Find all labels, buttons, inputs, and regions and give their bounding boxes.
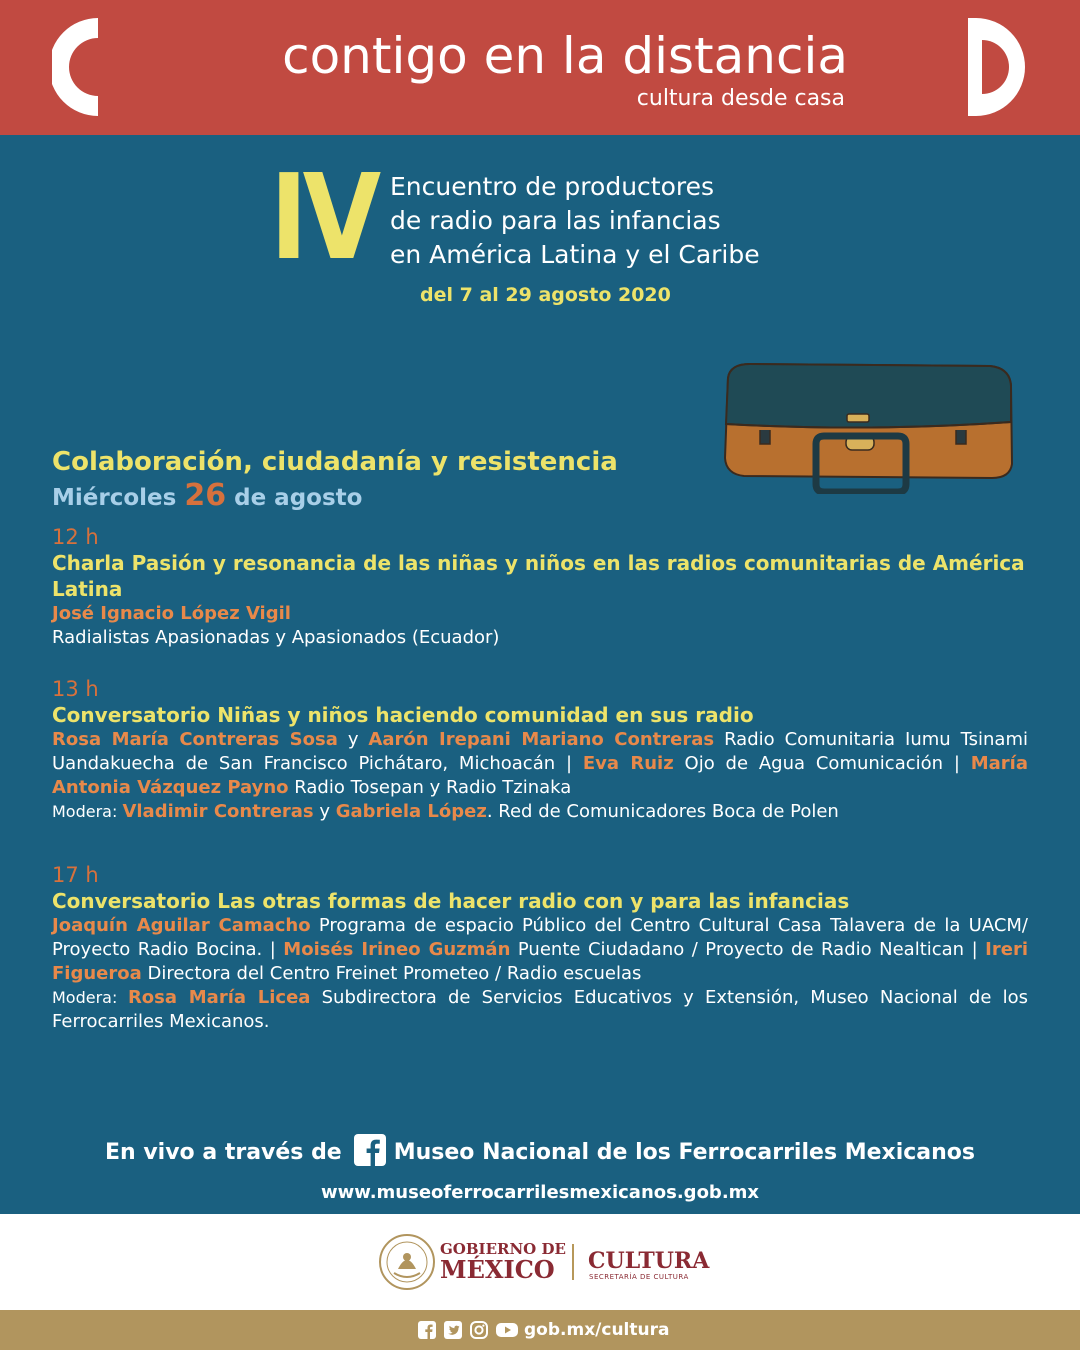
government-label: GOBIERNO DE: [440, 1240, 566, 1258]
instagram-icon[interactable]: [470, 1321, 488, 1339]
speaker-name: Eva Ruiz: [582, 753, 674, 774]
participants-text: Radio Comunitaria Iumu Tsinami Uandakuecha de San Francisco Pichátaro, Michoacán |: [52, 729, 1028, 774]
department-sublabel: SECRETARÍA DE CULTURA: [589, 1273, 689, 1281]
website-link[interactable]: www.museoferrocarrilesmexicanos.gob.mx: [320, 1182, 760, 1203]
national-seal-icon: [378, 1233, 436, 1291]
facebook-icon[interactable]: [354, 1134, 386, 1166]
weekday: Miércoles: [52, 485, 177, 511]
participants-text: Radio Tosepan y Radio Tzinaka: [288, 777, 572, 798]
moderator-name: Rosa María Licea: [127, 987, 311, 1008]
header-banner: [0, 0, 1080, 135]
facebook-page-name[interactable]: Museo Nacional de los Ferrocarriles Mexicanos: [393, 1140, 975, 1165]
twitter-icon[interactable]: [444, 1321, 462, 1339]
session-date: [52, 480, 362, 514]
youtube-icon[interactable]: [496, 1321, 518, 1339]
speaker-affiliation: Radialistas Apasionadas y Apasionados (Ecuador): [52, 627, 500, 648]
live-stream-line: [0, 1136, 1080, 1170]
event-title-line: de radio para las infancias: [390, 206, 721, 235]
logo-divider: [572, 1244, 574, 1280]
participants-text: y: [337, 729, 369, 750]
event-title: [390, 170, 760, 272]
moderator-text: Subdirectora de Servicios Educativos y Extensión, Museo Nacional de los Ferrocarriles Mexicanos.: [52, 987, 1028, 1032]
session-hour: 12 h: [52, 525, 99, 549]
moderator-name: Vladimir Contreras: [122, 801, 314, 822]
suitcase-illustration: [720, 360, 1016, 494]
month: de agosto: [234, 485, 363, 511]
participants-text: Programa de espacio Público del Centro Cultural Casa Talavera de la UACM/ Proyecto Radio Bocina. |: [52, 915, 1028, 960]
speaker-name: Aarón Irepani Mariano Contreras: [368, 729, 715, 750]
speaker-name: Joaquín Aguilar Camacho: [52, 915, 311, 936]
session-hour: 17 h: [52, 863, 99, 887]
facebook-icon[interactable]: [418, 1321, 436, 1339]
speaker-name: Ireri Figueroa: [52, 939, 1028, 984]
speaker-name: Rosa María Contreras Sosa: [52, 729, 338, 750]
event-title-line: en América Latina y el Caribe: [390, 240, 760, 269]
moderator-name: Gabriela López: [335, 801, 487, 822]
participants: [52, 914, 1028, 986]
section-title: Colaboración, ciudadanía y resistencia: [52, 447, 618, 477]
open-bracket-logo-icon: [52, 18, 100, 116]
department-label: CULTURA: [588, 1248, 710, 1274]
day-number: 26: [184, 478, 227, 513]
session-title: Charla Pasión y resonancia de las niñas y niños en las radios comunitarias de América Latina: [52, 551, 1025, 601]
session-12h: [52, 524, 1028, 650]
gob-cultura-link[interactable]: gob.mx/cultura: [524, 1320, 670, 1340]
moderator-line: [52, 800, 1028, 824]
session-hour: 13 h: [52, 677, 99, 701]
brand-subtitle: cultura desde casa: [636, 86, 845, 111]
participants-text: Ojo de Agua Comunicación |: [673, 753, 971, 774]
event-title-line: Encuentro de productores: [390, 172, 715, 201]
speaker-name: José Ignacio López Vigil: [52, 603, 291, 624]
session-title: Conversatorio Niñas y niños haciendo comunidad en sus radio: [52, 703, 754, 727]
session-13h: [52, 676, 1028, 824]
brand-title: contigo en la distancia: [282, 27, 848, 85]
participants-text: Puente Ciudadano / Proyecto de Radio Nealtican |: [510, 939, 986, 960]
edition-numeral: IV: [270, 148, 376, 286]
moderator-text: y: [313, 801, 336, 822]
participants: [52, 728, 1028, 800]
close-bracket-logo-icon: [968, 18, 1026, 116]
speaker-name: Moisés Irineo Guzmán: [283, 939, 511, 960]
moderator-line: [52, 986, 1028, 1034]
moderator-text: . Red de Comunicadores Boca de Polen: [486, 801, 839, 822]
speaker-name: María Antonia Vázquez Payno: [52, 753, 1029, 798]
participants-text: Directora del Centro Freinet Prometeo / Radio escuelas: [141, 963, 642, 984]
moderator-label: Modera:: [52, 802, 123, 821]
moderator-label: Modera:: [52, 988, 128, 1007]
country-label: MÉXICO: [440, 1255, 555, 1284]
event-dates: del 7 al 29 agosto 2020: [420, 284, 671, 306]
session-title: Conversatorio Las otras formas de hacer radio con y para las infancias: [52, 889, 850, 913]
live-prefix: En vivo a través de: [104, 1140, 342, 1165]
session-17h: [52, 862, 1028, 1034]
